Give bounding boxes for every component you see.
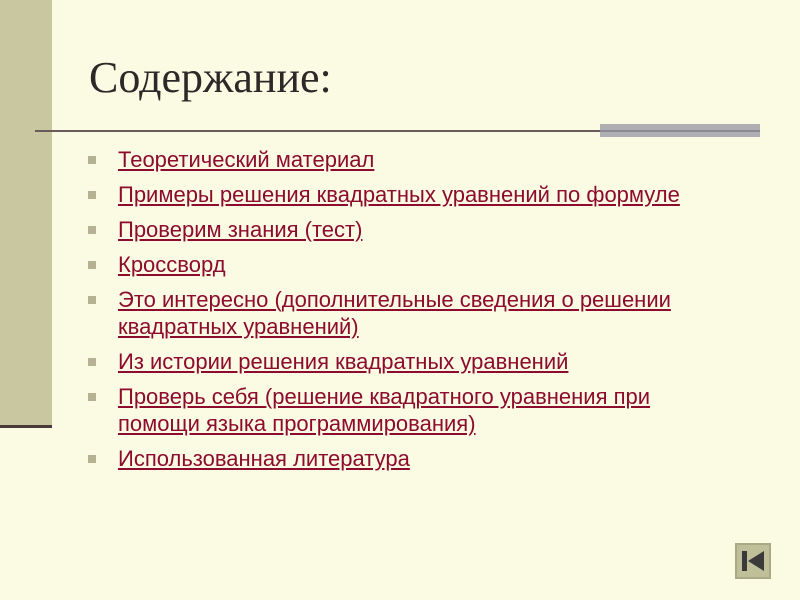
bullet-icon — [88, 226, 96, 234]
link-test[interactable]: Проверим знания (тест) — [118, 217, 363, 242]
list-item — [88, 348, 728, 375]
list-item — [88, 445, 728, 472]
list-item — [88, 181, 728, 208]
left-accent-bar — [0, 0, 52, 427]
bullet-icon — [88, 393, 96, 401]
bullet-icon — [88, 358, 96, 366]
title-divider-accent-line — [600, 130, 760, 132]
link-interesting[interactable]: Это интересно (дополнительные сведения о решении квадратных уравнений) — [118, 287, 671, 339]
skip-to-first-icon — [737, 545, 769, 577]
bullet-icon — [88, 296, 96, 304]
list-item — [88, 286, 728, 340]
list-item — [88, 146, 728, 173]
bullet-icon — [88, 455, 96, 463]
list-item — [88, 383, 728, 437]
link-examples[interactable]: Примеры решения квадратных уравнений по формуле — [118, 182, 680, 207]
list-item — [88, 251, 728, 278]
slide-title: Содержание: — [89, 53, 332, 102]
list-item — [88, 216, 728, 243]
bullet-icon — [88, 261, 96, 269]
link-theory[interactable]: Теоретический материал — [118, 147, 375, 172]
link-literature[interactable]: Использованная литература — [118, 446, 410, 471]
link-self-check[interactable]: Проверь себя (решение квадратного уравнения при помощи языка программирования) — [118, 384, 651, 436]
left-accent-rule — [0, 425, 52, 428]
contents-list — [88, 146, 728, 480]
title-divider — [35, 130, 600, 132]
bullet-icon — [88, 191, 96, 199]
bullet-icon — [88, 156, 96, 164]
link-crossword[interactable]: Кроссворд — [118, 252, 226, 277]
first-slide-button[interactable] — [735, 543, 771, 579]
link-history[interactable]: Из истории решения квадратных уравнений — [118, 349, 569, 374]
